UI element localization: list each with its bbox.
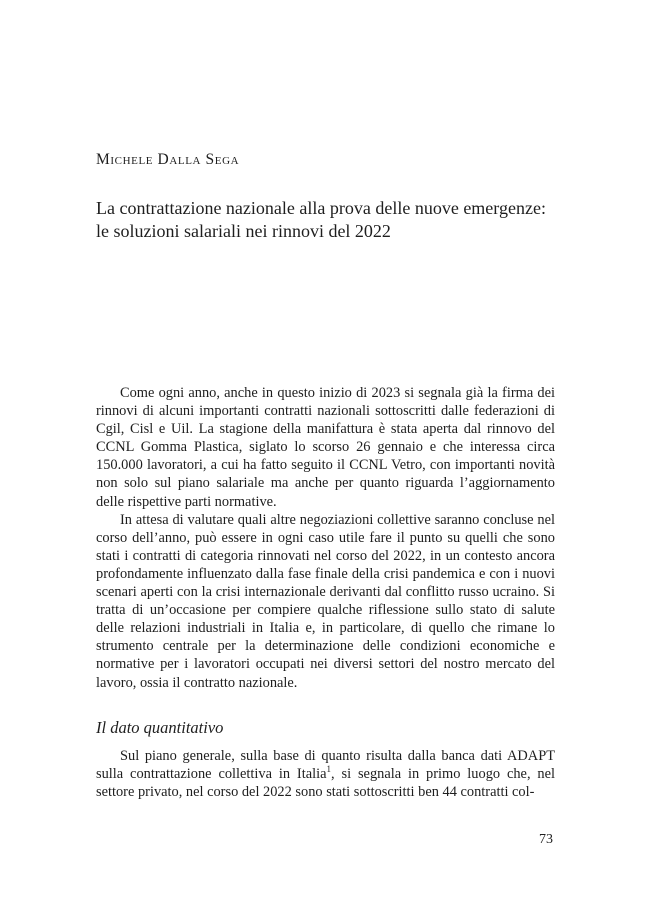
- chapter-title-line: le soluzioni salariali nei rinnovi del 2022: [96, 221, 391, 241]
- section-heading: Il dato quantitativo: [96, 718, 224, 737]
- paragraph: Come ogni anno, anche in questo inizio di 2023 si segnala già la firma dei rinnovi di alcuni importanti contratti nazionali sottoscritti dalle federazioni di Cgil, Cisl e Uil. La stagione della manifattura è stata aperta dal rinnovo del CCNL Gomma Plastica, siglato lo scorso 26 gennaio e che interessa circa 150.000 lavoratori, a cui ha fatto seguito il CCNL Vetro, con importanti novità non solo sul piano salariale ma anche per quanto riguarda l’aggiornamento delle rispettive parti normative.: [96, 385, 555, 510]
- paragraph: [96, 747, 555, 801]
- paragraph-text: Sul piano generale, sulla base di quanto risulta dalla banca dati ADAPT sulla contrattazione collettiva in Italia: [96, 748, 555, 783]
- section-text: [96, 747, 555, 801]
- paragraph: In attesa di valutare quali altre negoziazioni collettive saranno concluse nel corso dell’anno, può essere in ogni caso utile fare il punto su quelli che sono stati i contratti di categoria rinnovati nel corso del 2022, in un contesto ancora profondamente influenzato dalla fase finale della crisi pandemica e con i nuovi scenari aperti con la crisi internazionale derivanti dal conflitto russo ucraino. Si tratta di un’occasione per compiere qualche riflessione sullo stato di salute delle relazioni industriali in Italia e, in particolare, di quello che rimane lo strumento centrale per la determinazione delle condizioni economiche e normative per i lavoratori occupati nei diversi settori del nostro mercato del lavoro, ossia il contratto nazionale.: [96, 511, 555, 691]
- intro-text: [96, 384, 555, 692]
- footnote-reference[interactable]: 1: [326, 764, 331, 775]
- chapter-title-line: La contrattazione nazionale alla prova delle nuove emergenze:: [96, 198, 546, 218]
- paragraph-text: , si segnala in primo luogo che, nel settore privato, nel corso del 2022 sono stati sottoscritti ben 44 contratti col-: [96, 766, 555, 801]
- page-number: 73: [539, 832, 553, 847]
- author-name: Michele Dalla Sega: [96, 151, 240, 168]
- chapter-title: [96, 197, 576, 243]
